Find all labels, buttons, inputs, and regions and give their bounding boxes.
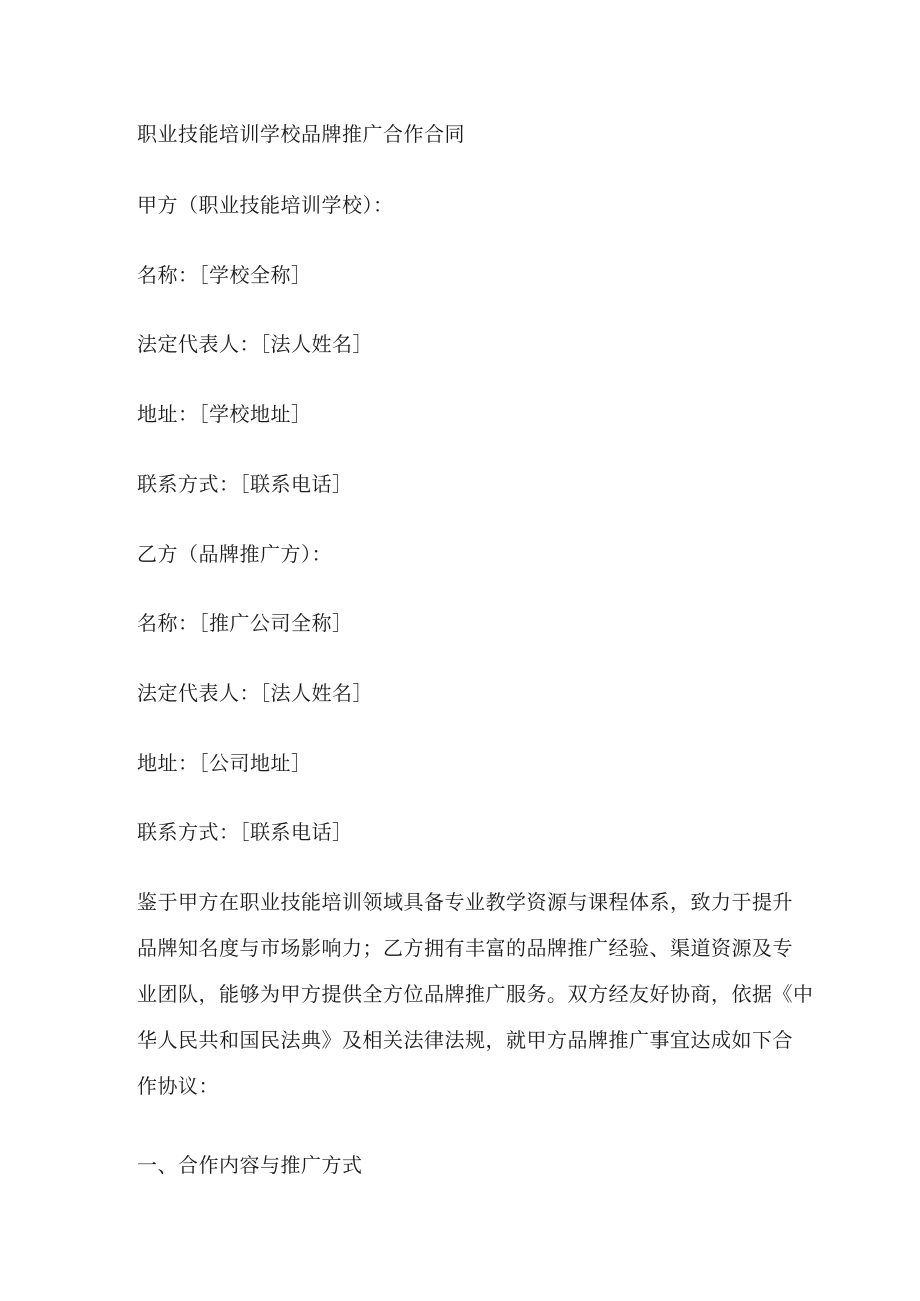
preamble-line: 鉴于甲方在职业技能培训领域具备专业教学资源与课程体系，致力于提升 xyxy=(137,890,793,914)
party-a-contact: 联系方式：［联系电话］ xyxy=(137,472,353,496)
party-b-address: 地址：［公司地址］ xyxy=(137,751,312,775)
party-a-heading: 甲方（职业技能培训学校）： xyxy=(137,193,394,217)
preamble-line: 业团队，能够为甲方提供全方位品牌推广服务。双方经友好协商，依据《中 xyxy=(137,982,814,1006)
party-b-name: 名称：［推广公司全称］ xyxy=(137,611,353,635)
preamble-paragraph xyxy=(137,879,814,1109)
party-b-heading: 乙方（品牌推广方）： xyxy=(137,542,332,566)
section-1-heading: 一、合作内容与推广方式 xyxy=(137,1153,363,1177)
party-a-name: 名称：［学校全称］ xyxy=(137,263,312,287)
party-a-address: 地址：［学校地址］ xyxy=(137,402,312,426)
preamble-line: 华人民共和国民法典》及相关法律法规，就甲方品牌推广事宜达成如下合 xyxy=(137,1028,793,1052)
preamble-line: 品牌知名度与市场影响力；乙方拥有丰富的品牌推广经验、渠道资源及专 xyxy=(137,936,793,960)
document-title: 职业技能培训学校品牌推广合作合同 xyxy=(137,122,465,146)
preamble-line: 作协议： xyxy=(137,1074,219,1098)
party-b-contact: 联系方式：［联系电话］ xyxy=(137,820,353,844)
party-a-legal-rep: 法定代表人：［法人姓名］ xyxy=(137,332,373,356)
party-b-legal-rep: 法定代表人：［法人姓名］ xyxy=(137,681,373,705)
